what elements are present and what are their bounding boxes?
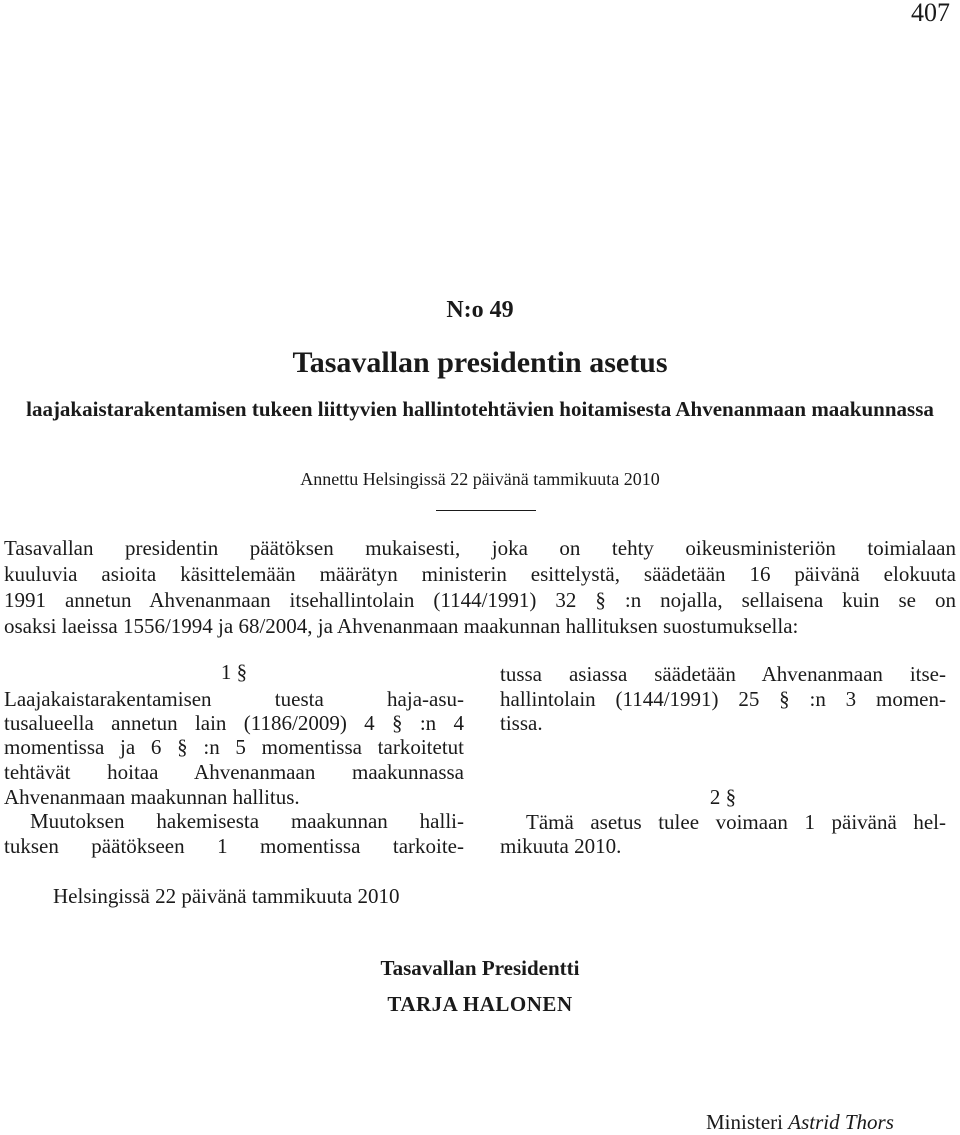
section-2-line: Tämä asetus tulee voimaan 1 päivänä hel- <box>526 810 946 834</box>
section-1-line: Laajakaistarakentamisen tuesta haja-asu- <box>4 687 464 711</box>
section-1-line: tissa. <box>500 711 543 735</box>
issue-number: N:o 49 <box>446 297 514 323</box>
section-1-line: tussa asiassa säädetään Ahvenanmaan itse- <box>500 662 946 686</box>
signatory-title: Tasavallan Presidentti <box>380 956 580 980</box>
minister-label: Ministeri <box>706 1110 783 1134</box>
preamble-line: Tasavallan presidentin päätöksen mukaisesti, joka on tehty oikeusministeriön toimialaan <box>4 536 956 560</box>
preamble-line: 1991 annetun Ahvenanmaan itsehallintolain (1144/1991) 32 § :n nojalla, sellaisena kuin se on <box>4 588 956 612</box>
section-2-line: mikuuta 2010. <box>500 834 622 858</box>
section-1-line: momentissa ja 6 § :n 5 momentissa tarkoitetut <box>4 735 464 759</box>
minister-signature <box>706 1110 894 1135</box>
given-date: Annettu Helsingissä 22 päivänä tammikuuta 2010 <box>300 469 660 489</box>
section-2-heading-text: 2 § <box>709 785 737 809</box>
page-number: 407 <box>911 0 950 27</box>
section-1-heading-text: 1 § <box>220 660 248 684</box>
title-divider <box>436 510 536 511</box>
section-1-line: tusalueella annetun lain (1186/2009) 4 § :n 4 <box>4 711 464 735</box>
section-1-line: tuksen päätökseen 1 momentissa tarkoite- <box>4 834 464 858</box>
section-1-heading <box>4 660 464 685</box>
preamble-line: osaksi laeissa 1556/1994 ja 68/2004, ja Ahvenanmaan maakunnan hallituksen suostumuksella: <box>4 614 799 638</box>
section-1-line: hallintolain (1144/1991) 25 § :n 3 momen- <box>500 687 946 711</box>
place-and-date: Helsingissä 22 päivänä tammikuuta 2010 <box>53 884 400 908</box>
section-1-line: Muutoksen hakemisesta maakunnan halli- <box>30 809 464 833</box>
document-title: Tasavallan presidentin asetus <box>292 346 668 379</box>
section-1-line: Ahvenanmaan maakunnan hallitus. <box>4 785 300 809</box>
signatory-name: TARJA HALONEN <box>387 992 573 1016</box>
section-2-heading <box>500 785 946 810</box>
minister-name: Astrid Thors <box>788 1110 894 1134</box>
document-subtitle: laajakaistarakentamisen tukeen liittyvien hallintotehtävien hoitamisesta Ahvenanmaan maakunnassa <box>26 397 934 421</box>
section-1-line: tehtävät hoitaa Ahvenanmaan maakunnassa <box>4 760 464 784</box>
preamble-line: kuuluvia asioita käsittelemään määrätyn ministerin esittelystä, säädetään 16 päivänä elokuuta <box>4 562 956 586</box>
